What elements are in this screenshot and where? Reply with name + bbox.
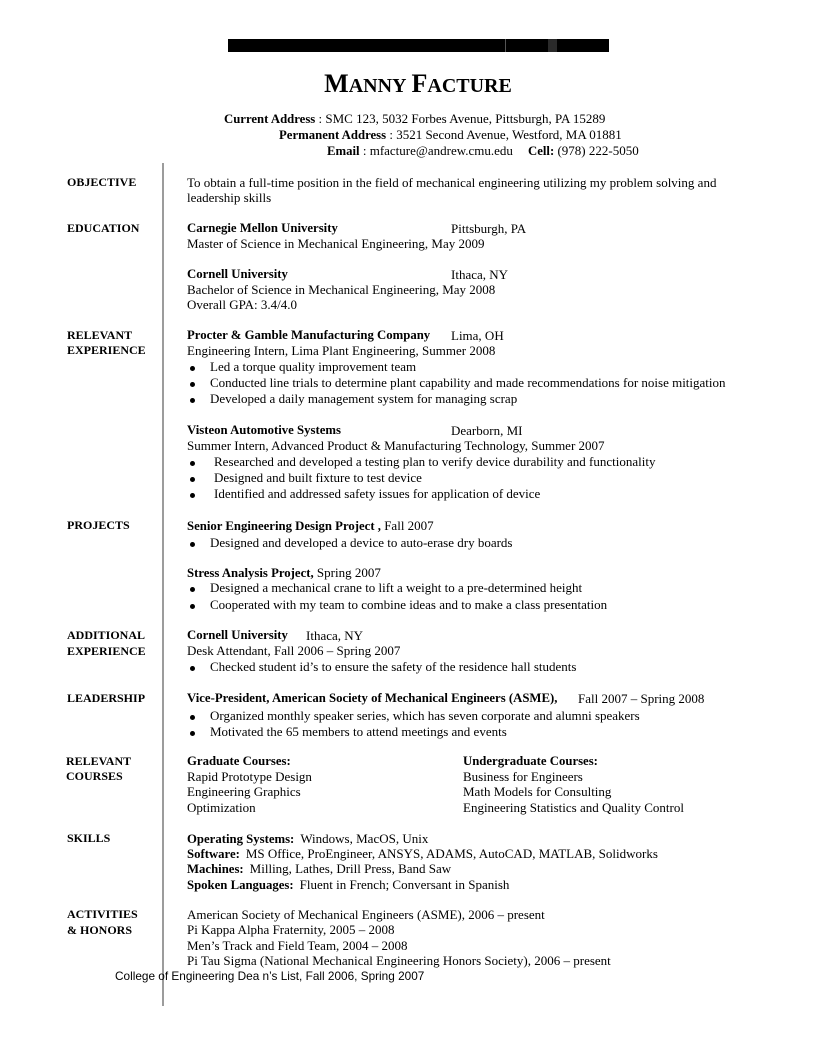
bullet-text: Designed a mechanical crane to lift a weight to a pre-determined height — [210, 580, 583, 595]
skill-row — [187, 861, 451, 877]
bullet-icon — [190, 542, 195, 547]
section-label-honors: & HONORS — [67, 923, 133, 937]
leadership-term: Fall 2007 – Spring 2008 — [578, 691, 705, 706]
section-label-experience: EXPERIENCE — [67, 644, 146, 658]
school-name: Cornell University — [187, 267, 288, 281]
project-name: Senior Engineering Design Project , — [187, 519, 381, 533]
course-item: Business for Engineers — [463, 769, 583, 784]
school-location: Ithaca, NY — [451, 267, 509, 282]
skill-label: Spoken Languages: — [187, 878, 294, 892]
objective-text: To obtain a full-time position in the field of mechanical engineering utilizing my problem solving and leadership skills — [187, 175, 717, 205]
bullet-item — [187, 470, 422, 485]
section-label-relevant: RELEVANT — [67, 328, 133, 342]
permanent-address — [279, 127, 622, 143]
bullet-item — [187, 535, 513, 550]
bullet-text: Designed and built fixture to test device — [214, 470, 422, 485]
skill-value: Fluent in French; Conversant in Spanish — [299, 877, 510, 892]
skill-label: Operating Systems: — [187, 832, 295, 846]
bullet-text: Cooperated with my team to combine ideas and to make a class presentation — [210, 597, 608, 612]
first-name: MANNY — [324, 69, 407, 98]
last-name: FACTURE — [411, 69, 512, 98]
activity-item: Pi Tau Sigma (National Mechanical Engineering Honors Society), 2006 – present — [187, 953, 611, 968]
course-item: Rapid Prototype Design — [187, 769, 312, 784]
course-item: Engineering Graphics — [187, 784, 301, 799]
degree-line: Bachelor of Science in Mechanical Engineering, May 2008 — [187, 282, 496, 297]
course-item: Engineering Statistics and Quality Control — [463, 800, 684, 815]
section-label-objective: OBJECTIVE — [67, 175, 137, 189]
skill-value: Milling, Lathes, Drill Press, Band Saw — [249, 861, 452, 876]
job-location: Lima, OH — [451, 328, 504, 343]
cell-phone — [528, 143, 639, 159]
employer-name: Procter & Gamble Manufacturing Company — [187, 328, 431, 342]
bullet-item — [187, 454, 656, 469]
project-name: Stress Analysis Project, — [187, 566, 314, 580]
bullet-icon — [190, 382, 195, 387]
section-label-activities: ACTIVITIES — [67, 907, 138, 921]
project-heading — [187, 518, 434, 534]
section-label-projects: PROJECTS — [67, 518, 130, 532]
cell-label: Cell: — [528, 144, 555, 158]
bullet-icon — [190, 604, 195, 609]
skill-label: Machines: — [187, 862, 244, 876]
current-address — [224, 111, 605, 127]
project-heading — [187, 565, 381, 581]
bullet-item — [187, 375, 726, 390]
activity-item: American Society of Mechanical Engineers (ASME), 2006 – present — [187, 907, 545, 922]
bullet-text: Checked student id’s to ensure the safety of the residence hall students — [210, 659, 577, 674]
current-address-value: : SMC 123, 5032 Forbes Avenue, Pittsburgh, PA 15289 — [318, 111, 606, 126]
bullet-text: Designed and developed a device to auto-erase dry boards — [210, 535, 513, 550]
bullet-icon — [190, 461, 195, 466]
skill-label: Software: — [187, 847, 240, 861]
course-item: Math Models for Consulting — [463, 784, 612, 799]
school-name: Carnegie Mellon University — [187, 221, 338, 235]
candidate-name — [220, 69, 616, 101]
degree-line: Master of Science in Mechanical Engineering, May 2009 — [187, 236, 485, 251]
section-label-education: EDUCATION — [67, 221, 140, 235]
bullet-text: Conducted line trials to determine plant capability and made recommendations for noise mitigation — [210, 375, 726, 390]
bullet-icon — [190, 587, 195, 592]
job-title: Desk Attendant, Fall 2006 – Spring 2007 — [187, 643, 401, 658]
project-term: Fall 2007 — [384, 518, 434, 533]
bullet-icon — [190, 398, 195, 403]
course-item: Optimization — [187, 800, 256, 815]
course-heading-undergraduate: Undergraduate Courses: — [463, 754, 598, 768]
gpa-line: Overall GPA: 3.4/4.0 — [187, 297, 298, 312]
bullet-text: Developed a daily management system for managing scrap — [210, 391, 518, 406]
bullet-icon — [190, 493, 195, 498]
email — [327, 143, 513, 159]
bullet-item — [187, 580, 582, 595]
section-label-courses: COURSES — [66, 769, 123, 783]
header-bar — [228, 39, 609, 52]
skill-row — [187, 846, 658, 862]
employer-name: Cornell University — [187, 628, 288, 642]
bullet-text: Researched and developed a testing plan to verify device durability and functionality — [214, 454, 656, 469]
section-label-skills: SKILLS — [67, 831, 111, 845]
job-location: Dearborn, MI — [451, 423, 523, 438]
bullet-text: Organized monthly speaker series, which has seven corporate and alumni speakers — [210, 708, 640, 723]
section-label-additional: ADDITIONAL — [67, 628, 146, 642]
project-term: Spring 2007 — [316, 565, 381, 580]
bullet-item — [187, 597, 607, 612]
bullet-icon — [190, 666, 195, 671]
employer-name: Visteon Automotive Systems — [187, 423, 341, 437]
bullet-icon — [190, 731, 195, 736]
bullet-item — [187, 708, 640, 723]
course-heading-graduate: Graduate Courses: — [187, 754, 291, 768]
activity-item: College of Engineering Dea n’s List, Fall 2006, Spring 2007 — [115, 969, 425, 983]
bullet-item — [187, 391, 517, 406]
bullet-text: Motivated the 65 members to attend meetings and events — [210, 724, 507, 739]
cell-value: (978) 222-5050 — [557, 143, 639, 158]
activity-item: Men’s Track and Field Team, 2004 – 2008 — [187, 938, 408, 953]
bullet-item — [187, 359, 416, 374]
bullet-icon — [190, 477, 195, 482]
email-value: : mfacture@andrew.cmu.edu — [362, 143, 513, 158]
bullet-text: Identified and addressed safety issues for application of device — [214, 486, 541, 501]
bullet-icon — [190, 366, 195, 371]
skill-row — [187, 877, 509, 893]
email-label: Email — [327, 144, 360, 158]
section-label-relevant: RELEVANT — [66, 754, 132, 768]
permanent-address-label: Permanent Address — [279, 128, 387, 142]
bullet-text: Led a torque quality improvement team — [210, 359, 417, 374]
current-address-label: Current Address — [224, 112, 316, 126]
permanent-address-value: : 3521 Second Avenue, Westford, MA 01881 — [389, 127, 622, 142]
skill-row — [187, 831, 428, 847]
leadership-role: Vice-President, American Society of Mechanical Engineers (ASME), — [187, 691, 558, 705]
section-label-leadership: LEADERSHIP — [67, 691, 146, 705]
bullet-item — [187, 486, 540, 501]
skill-value: MS Office, ProEngineer, ANSYS, ADAMS, AutoCAD, MATLAB, Solidworks — [245, 846, 658, 861]
activity-item: Pi Kappa Alpha Fraternity, 2005 – 2008 — [187, 922, 395, 937]
section-divider — [162, 163, 164, 1006]
job-title: Summer Intern, Advanced Product & Manufacturing Technology, Summer 2007 — [187, 438, 605, 453]
bullet-icon — [190, 715, 195, 720]
job-title: Engineering Intern, Lima Plant Engineering, Summer 2008 — [187, 343, 496, 358]
bullet-item — [187, 659, 576, 674]
job-location: Ithaca, NY — [306, 628, 364, 643]
bullet-item — [187, 724, 507, 739]
section-label-experience: EXPERIENCE — [67, 343, 146, 357]
skill-value: Windows, MacOS, Unix — [300, 831, 429, 846]
school-location: Pittsburgh, PA — [451, 221, 527, 236]
